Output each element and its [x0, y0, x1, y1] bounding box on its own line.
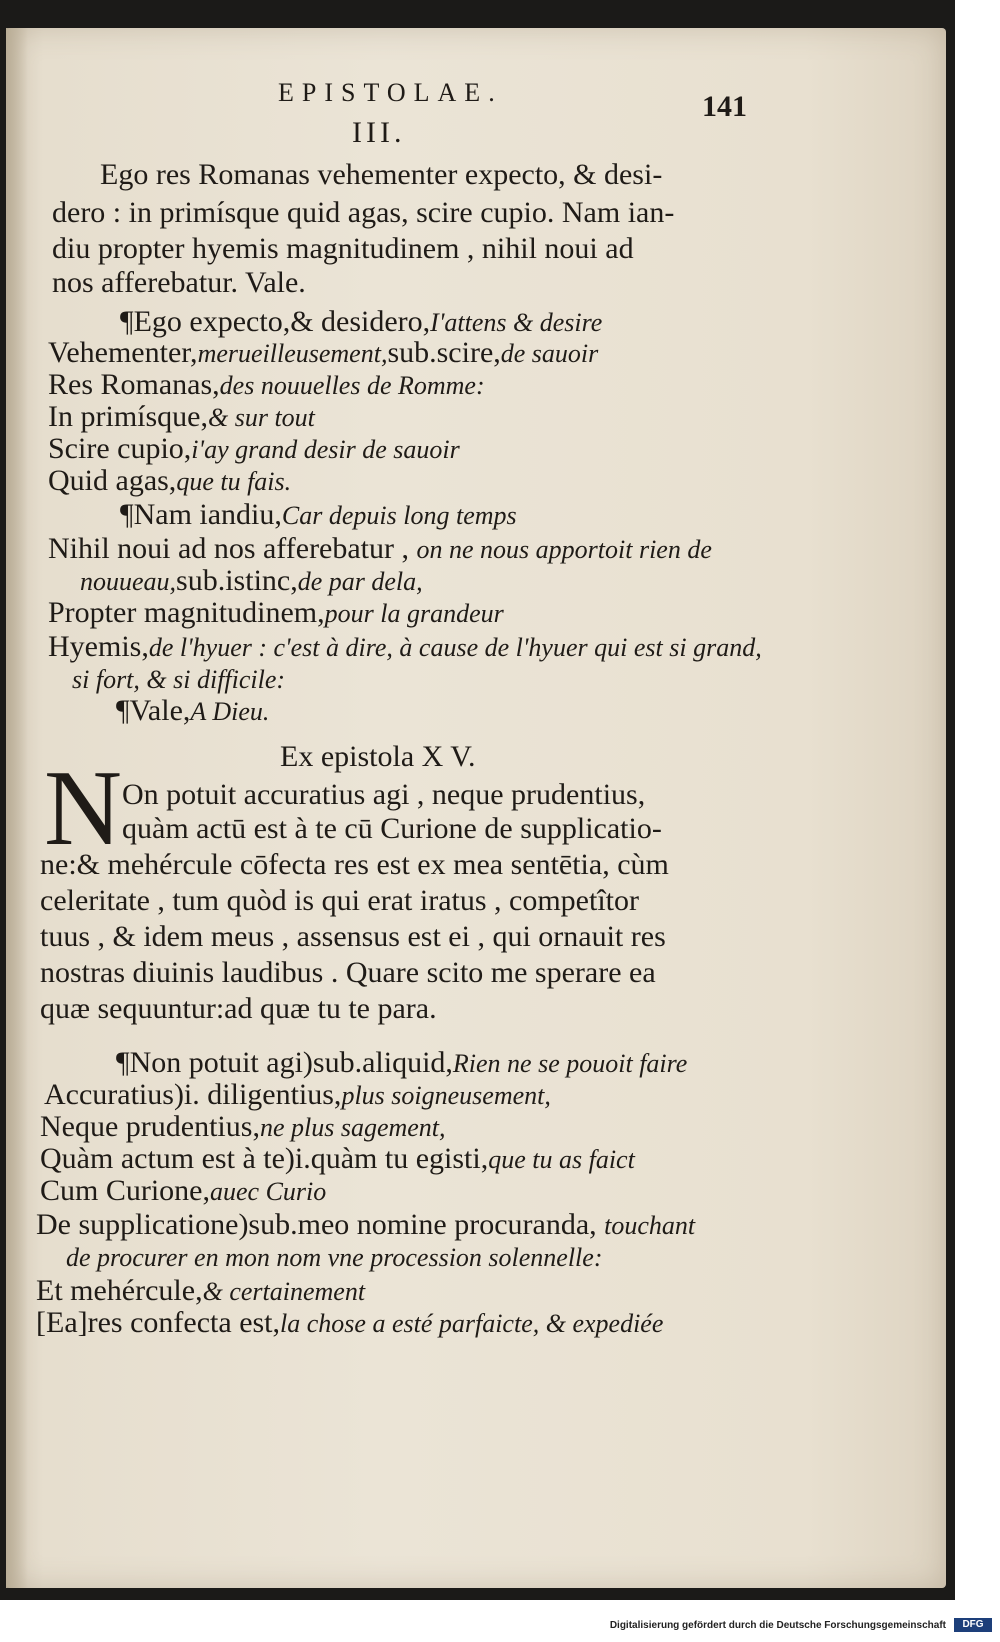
- commentary-line: Quàm actum est à te)i.quàm tu egisti,que tu as faict: [40, 1142, 635, 1175]
- commentary-line: Quid agas,que tu fais.: [48, 464, 292, 497]
- running-title: EPISTOLAE.: [278, 78, 503, 107]
- epistle-heading: Ex epistola X V.: [280, 740, 476, 773]
- commentary-line: De supplicatione)sub.meo nomine procuranda, touchant: [36, 1208, 696, 1241]
- letter-line: Ego res Romanas vehementer expecto, & desi-: [100, 158, 663, 191]
- commentary-line: Accuratius)i. diligentius,plus soigneusement,: [44, 1078, 551, 1111]
- letter-line: ne:& mehércule cōfecta res est ex mea sentētia, cùm: [40, 848, 669, 881]
- commentary-line: si fort, & si difficile:: [72, 665, 286, 694]
- commentary-line: [Ea]res confecta est,la chose a esté parfaicte, & expediée: [36, 1306, 664, 1339]
- letter-line: nostras diuinis laudibus . Quare scito me sperare ea: [40, 956, 656, 989]
- commentary-line: Cum Curione,auec Curio: [40, 1174, 327, 1207]
- letter-line: celeritate , tum quòd is qui erat iratus , competîtor: [40, 884, 639, 917]
- commentary-line: ¶Ego expecto,& desidero,I'attens & desire: [120, 305, 603, 338]
- commentary-line: Res Romanas,des nouuelles de Romme:: [48, 368, 485, 401]
- drop-cap: N: [44, 749, 122, 868]
- commentary-line: Scire cupio,i'ay grand desir de sauoir: [48, 432, 460, 465]
- commentary-line: Nihil noui ad nos afferebatur , on ne nous apportoit rien de: [48, 532, 712, 565]
- commentary-line: Vehementer,merueilleusement,sub.scire,de sauoir: [48, 336, 599, 369]
- letter-line: dero : in primísque quid agas, scire cupio. Nam ian-: [52, 196, 675, 229]
- commentary-line: In primísque,& sur tout: [48, 400, 315, 433]
- commentary-line: ¶Nam iandiu,Car depuis long temps: [120, 498, 517, 531]
- commentary-line: ¶Vale,A Dieu.: [116, 694, 270, 727]
- funding-credit: Digitalisierung gefördert durch die Deutsche Forschungsgemeinschaft: [609, 1620, 946, 1631]
- commentary-line: nouueau,sub.istinc,de par dela,: [80, 564, 423, 597]
- letter-line: quàm actū est à te cū Curione de supplicatio-: [122, 812, 662, 845]
- page-number: 141: [702, 90, 747, 123]
- commentary-line: Neque prudentius,ne plus sagement,: [40, 1110, 446, 1143]
- section-number: III.: [352, 116, 406, 149]
- letter-line: nos afferebatur. Vale.: [52, 266, 306, 299]
- commentary-line: ¶Non potuit agi)sub.aliquid,Rien ne se pouoit faire: [116, 1046, 688, 1079]
- commentary-line: de procurer en mon nom vne procession solennelle:: [66, 1243, 603, 1272]
- commentary-line: Propter magnitudinem,pour la grandeur: [48, 596, 504, 629]
- letter-line: tuus , & idem meus , assensus est ei , qui ornauit res: [40, 920, 666, 953]
- commentary-line: Hyemis,de l'hyuer : c'est à dire, à cause de l'hyuer qui est si grand,: [48, 630, 762, 663]
- letter-line: quæ sequuntur:ad quæ tu te para.: [40, 992, 437, 1025]
- letter-line: diu propter hyemis magnitudinem , nihil noui ad: [52, 232, 634, 265]
- letter-line: On potuit accuratius agi , neque prudentius,: [122, 778, 646, 811]
- dfg-logo: DFG: [954, 1618, 992, 1632]
- commentary-line: Et mehércule,& certainement: [36, 1274, 366, 1307]
